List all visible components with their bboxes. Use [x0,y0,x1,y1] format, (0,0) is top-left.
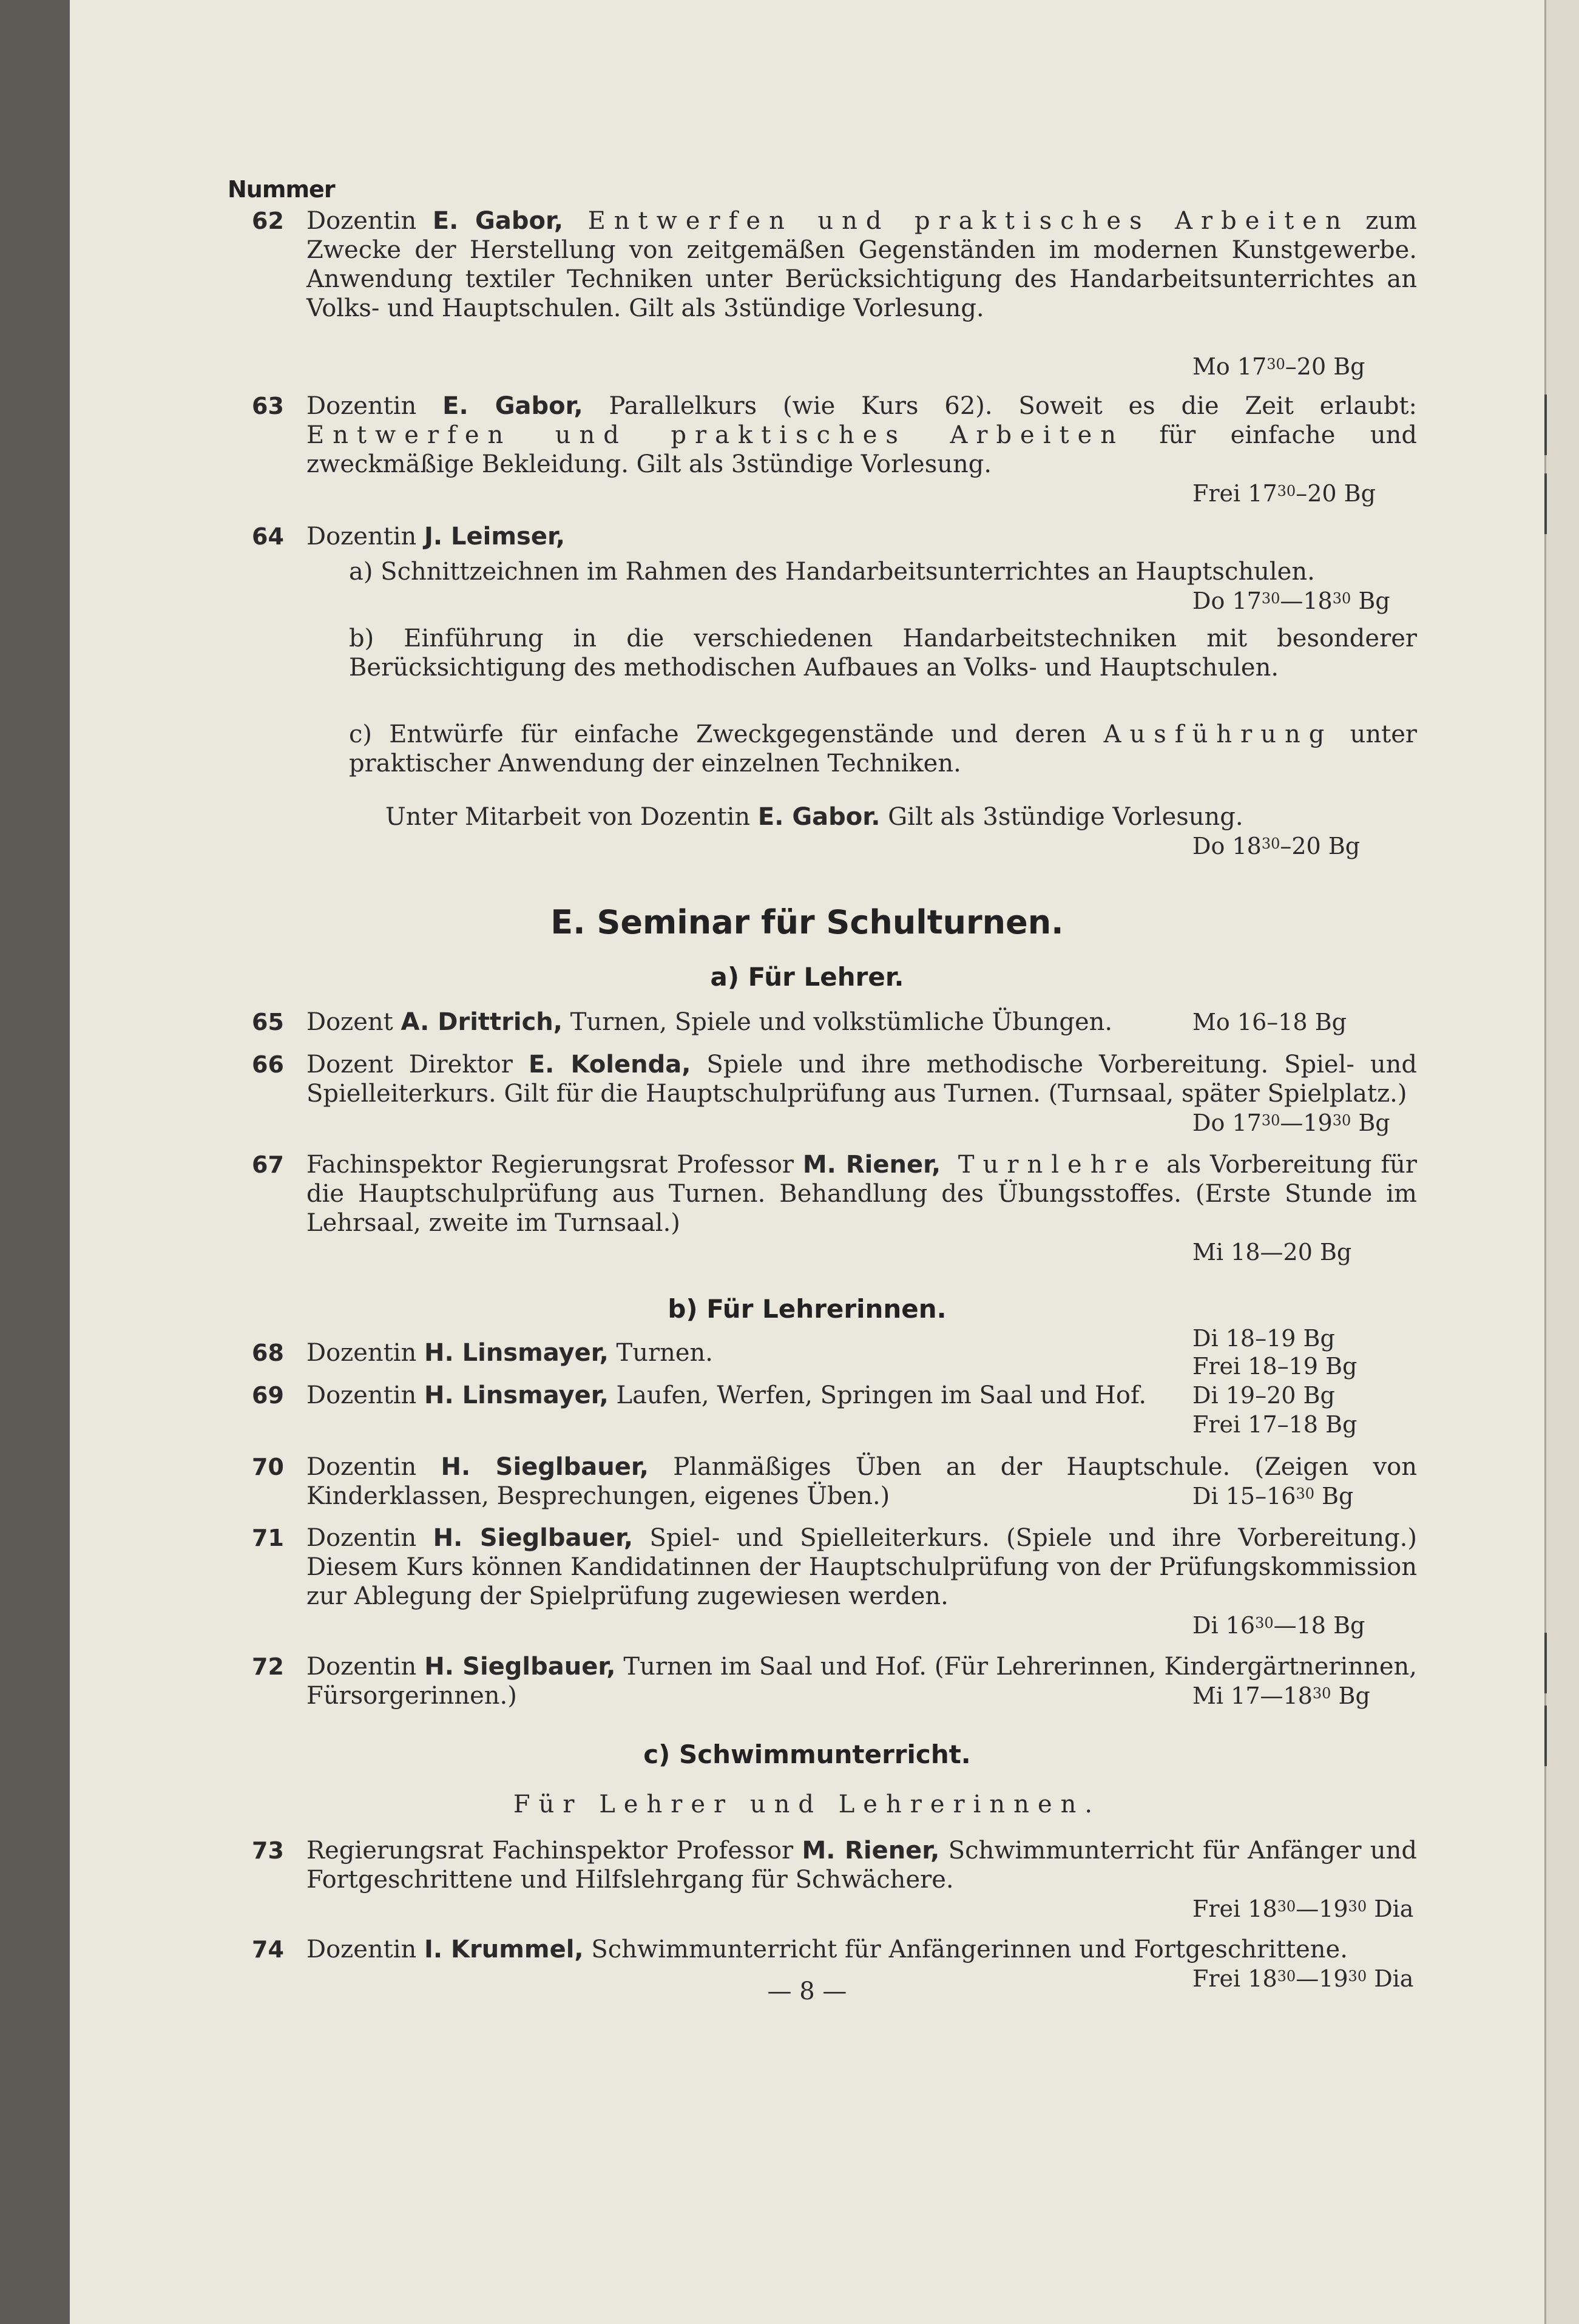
course-number: 65 [252,1009,284,1035]
subsection-c-audience: Für Lehrer und Lehrerinnen. [513,1790,1101,1818]
page-number: — 8 — [767,1977,847,2005]
lecturer-name: E. Gabor. [757,803,881,831]
course-number: 73 [252,1837,284,1864]
schedule: Di 18–19 Bg [1192,1325,1335,1352]
course-part-b: b) Einführung in die verschiedenen Handarbeitstechniken mit besonderer Berücksichtigung des methodischen Aufbaues an Volks- und Hauptschulen. [349,625,1417,682]
course-description: Dozentin E. Gabor, Parallelkurs (wie Kurs 62). Soweit es die Zeit erlaubt: Entwerfen und praktisches Arbeiten für einfache und zweckmäßige Bekleidung. Gilt als 3stündige Vorlesung. [306,392,1417,478]
lecturer-name: H. Sieglbauer, [433,1524,634,1552]
course-description: Dozentin H. Sieglbauer, Spiel- und Spielleiterkurs. (Spiele und ihre Vorbereitung.) Diesem Kurs können Kandidatinnen der Hauptschulprüfung von der Prüfungskommission zur Ablegung der Spielprüfung zugewiesen werden. [306,1524,1417,1610]
course-number: 74 [252,1936,284,1963]
course-number: 63 [252,393,284,419]
course-number: 66 [252,1051,284,1078]
course-note: Unter Mitarbeit von Dozentin E. Gabor. Gilt als 3stündige Vorlesung. [385,803,1243,831]
lecturer-name: J. Leimser, [424,523,566,551]
course-number: 70 [252,1454,284,1480]
subsection-a-title: a) Für Lehrer. [710,962,904,992]
schedule: Frei 18–19 Bg [1192,1353,1358,1380]
schedule: Mo $17^{30}-20$ Bg [1192,353,1365,380]
course-description: Fachinspektor Regierungsrat Professor M. Riener, Turnlehre als Vorbereitung für die Hauptschulprüfung aus Turnen. Behandlung des Übungsstoffes. (Erste Stunde im Lehrsaal, zweite im Turnsaal.) [306,1151,1417,1237]
schedule: Di $16^{30}—18$ Bg [1192,1612,1365,1639]
course-number: 64 [252,523,284,550]
lecturer-name: H. Linsmayer, [424,1381,609,1409]
course-description: Dozentin J. Leimser, [306,523,566,551]
course-part-c: c) Entwürfe für einfache Zweckgegenstände und deren Ausführung unter praktischer Anwendung der einzelnen Techniken. [349,720,1418,777]
lecturer-name: A. Drittrich, [401,1008,563,1036]
subsection-b-title: b) Für Lehrerinnen. [668,1294,947,1324]
schedule: Frei $18^{30}—19^{30}$ Dia [1192,1895,1414,1922]
schedule: Frei $18^{30}—19^{30}$ Dia [1192,1965,1414,1992]
lecturer-name: M. Riener, [802,1837,940,1865]
course-description: Dozentin H. Sieglbauer, Planmäßiges Üben an der Hauptschule. (Zeigen von Kinderklassen, Besprechungen, eigenes Üben.) [306,1453,1417,1510]
schedule: Frei 17–18 Bg [1192,1411,1358,1438]
lecturer-name: E. Gabor, [442,392,583,420]
course-description: Dozent A. Drittrich, Turnen, Spiele und volkstümliche Übungen. [306,1008,1113,1036]
course-number: 71 [252,1525,284,1551]
course-number: 69 [252,1382,284,1409]
schedule: Do $17^{30}—19^{30}$ Bg [1192,1109,1390,1136]
schedule: Mo 16–18 Bg [1192,1009,1347,1035]
course-number: 62 [252,208,284,234]
schedule: Frei $17^{30}-20$ Bg [1192,480,1376,507]
lecturer-name: H. Sieglbauer, [441,1453,649,1481]
course-description: Dozentin H. Linsmayer, Laufen, Werfen, Springen im Saal und Hof. [306,1381,1147,1409]
course-description: Regierungsrat Fachinspektor Professor M. Riener, Schwimmunterricht für Anfänger und Fortgeschrittene und Hilfslehrgang für Schwächere. [306,1837,1417,1894]
lecturer-name: H. Linsmayer, [424,1339,609,1367]
course-description: Dozentin H. Sieglbauer, Turnen im Saal und Hof. (Für Lehrerinnen, Kindergärtnerinnen, Fürsorgerinnen.) [306,1653,1417,1710]
schedule: Mi 18—20 Bg [1192,1239,1352,1265]
course-description: Dozentin I. Krummel, Schwimmunterricht für Anfängerinnen und Fortgeschrittene. [306,1936,1348,1963]
column-header-nummer: Nummer [228,176,335,203]
lecturer-name: E. Gabor, [432,207,564,235]
schedule: Do $17^{30}—18^{30}$ Bg [1192,588,1390,614]
schedule: Di $15-16^{30}$ Bg [1192,1483,1354,1509]
course-number: 67 [252,1151,284,1178]
section-title: E. Seminar für Schulturnen. [550,903,1064,941]
course-number: 68 [252,1340,284,1366]
schedule: Di 19–20 Bg [1192,1382,1335,1409]
lecturer-name: E. Kolenda, [528,1051,691,1079]
lecturer-name: H. Sieglbauer, [424,1653,616,1681]
lecturer-name: I. Krummel, [424,1936,584,1963]
schedule: Mi $17—18^{30}$ Bg [1192,1682,1370,1709]
lecturer-name: M. Riener, [802,1151,941,1179]
course-description: Dozentin H. Linsmayer, Turnen. [306,1339,713,1367]
course-description: Dozentin E. Gabor, Entwerfen und praktisches Arbeiten zum Zwecke der Herstellung von zeitgemäßen Gegenständen im modernen Kunstgewerbe. Anwendung textiler Techniken unter Berücksichtigung des Handarbeitsunterrichtes an Volks- und Hauptschulen. Gilt als 3stündige Vorlesung. [306,207,1417,322]
course-number: 72 [252,1653,284,1680]
course-part-a: a) Schnittzeichnen im Rahmen des Handarbeitsunterrichtes an Hauptschulen. [349,558,1315,586]
course-description: Dozent Direktor E. Kolenda, Spiele und ihre methodische Vorbereitung. Spiel- und Spielleiterkurs. Gilt für die Hauptschulprüfung aus Turnen. (Turnsaal, später Spielplatz.) [306,1051,1418,1108]
schedule: Do $18^{30}-20$ Bg [1192,833,1361,859]
subsection-c-title: c) Schwimmunterricht. [643,1740,971,1769]
